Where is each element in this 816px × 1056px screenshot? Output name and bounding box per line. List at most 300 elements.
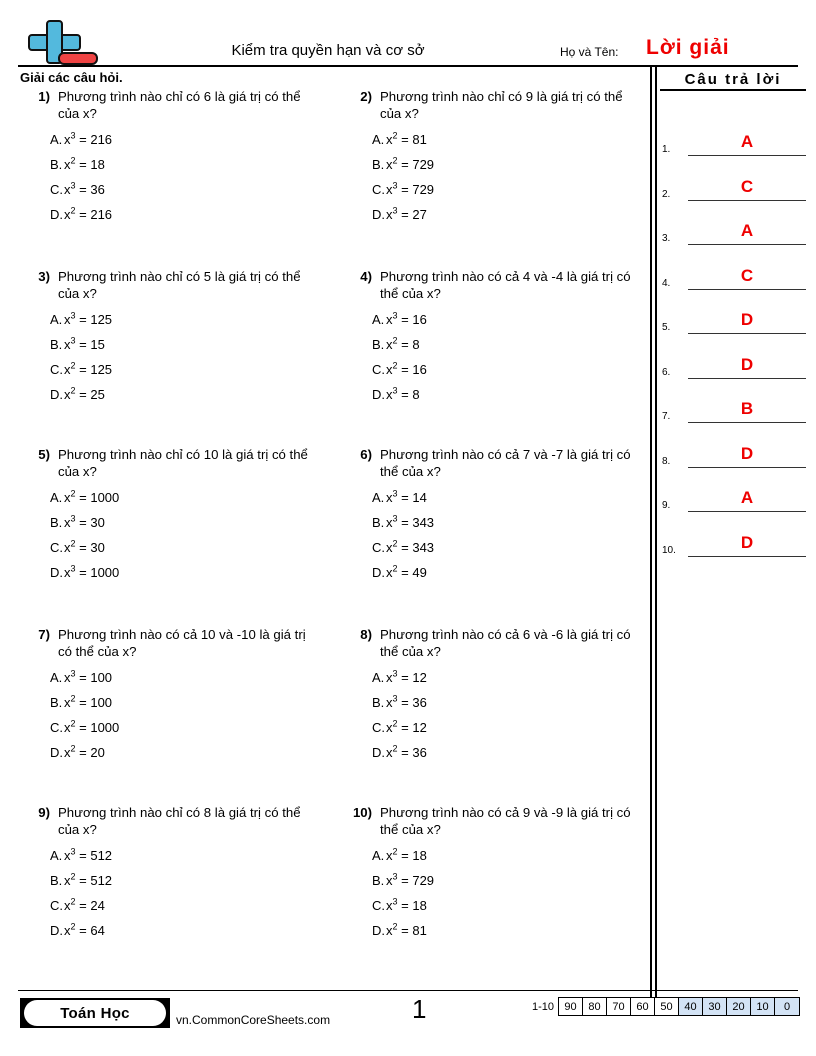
choice-variable: x bbox=[64, 207, 71, 222]
answer-choice[interactable] bbox=[20, 127, 322, 152]
answer-key-row[interactable] bbox=[660, 112, 806, 156]
choice-exponent: 3 bbox=[70, 310, 76, 321]
choice-label: B. bbox=[50, 695, 63, 710]
choice-label: D. bbox=[50, 565, 63, 580]
answer-choice[interactable] bbox=[342, 690, 644, 715]
choice-exponent: 2 bbox=[392, 718, 398, 729]
choice-exponent: 2 bbox=[70, 896, 76, 907]
score-box: 0 bbox=[775, 998, 799, 1015]
answer-choice[interactable] bbox=[20, 690, 322, 715]
answer-choice[interactable] bbox=[20, 332, 322, 357]
choice-equation: = 125 bbox=[79, 362, 113, 377]
choice-equation: = 15 bbox=[79, 337, 105, 352]
choice-equation: = 1000 bbox=[79, 490, 120, 505]
choice-label: D. bbox=[372, 745, 385, 760]
choice-equation: = 18 bbox=[79, 157, 105, 172]
choice-label: B. bbox=[50, 515, 63, 530]
question-number: 7) bbox=[38, 627, 50, 642]
answer-write-line bbox=[688, 556, 806, 557]
answer-row-value: C bbox=[740, 265, 754, 285]
choice-exponent: 3 bbox=[70, 668, 76, 679]
choice-label: A. bbox=[50, 670, 63, 685]
choice-exponent: 3 bbox=[70, 846, 76, 857]
choice-exponent: 3 bbox=[392, 180, 398, 191]
answer-key-row[interactable] bbox=[660, 246, 806, 290]
choice-label: A. bbox=[50, 490, 63, 505]
choice-label: A. bbox=[372, 312, 385, 327]
choice-label: C. bbox=[50, 182, 63, 197]
choice-equation: = 18 bbox=[401, 848, 427, 863]
choice-label: B. bbox=[372, 337, 385, 352]
question-text: Phương trình nào có cả 10 và -10 là giá trị có thể của x? bbox=[58, 627, 306, 659]
question-block bbox=[20, 446, 322, 585]
answer-row-value: D bbox=[740, 354, 754, 374]
choice-exponent: 2 bbox=[70, 718, 76, 729]
choice-equation: = 25 bbox=[79, 387, 105, 402]
choice-exponent: 2 bbox=[392, 563, 398, 574]
choice-equation: = 14 bbox=[401, 490, 427, 505]
answer-key-row[interactable] bbox=[660, 424, 806, 468]
choices-list bbox=[342, 665, 644, 765]
question-block bbox=[20, 804, 322, 943]
choice-label: D. bbox=[50, 923, 63, 938]
choice-variable: x bbox=[386, 387, 393, 402]
choices-list bbox=[20, 127, 322, 227]
choice-equation: = 8 bbox=[401, 387, 420, 402]
choices-list bbox=[20, 307, 322, 407]
answer-choice[interactable] bbox=[20, 382, 322, 407]
answer-choice[interactable] bbox=[342, 357, 644, 382]
choice-equation: = 36 bbox=[401, 695, 427, 710]
answer-row-number: 8. bbox=[662, 455, 671, 467]
choice-variable: x bbox=[386, 312, 393, 327]
score-box: 80 bbox=[583, 998, 607, 1015]
score-box: 90 bbox=[559, 998, 583, 1015]
choice-exponent: 3 bbox=[392, 310, 398, 321]
page-title: Kiểm tra quyền hạn và cơ sở bbox=[231, 42, 425, 59]
choice-variable: x bbox=[64, 898, 71, 913]
header-divider bbox=[18, 65, 798, 67]
choice-equation: = 16 bbox=[401, 362, 427, 377]
choice-variable: x bbox=[386, 695, 393, 710]
score-box: 60 bbox=[631, 998, 655, 1015]
answer-choice[interactable] bbox=[342, 202, 644, 227]
choice-label: C. bbox=[372, 182, 385, 197]
choice-variable: x bbox=[386, 362, 393, 377]
choices-list bbox=[20, 665, 322, 765]
student-name-label: Họ và Tên: bbox=[560, 45, 619, 59]
choice-equation: = 729 bbox=[401, 157, 435, 172]
choice-variable: x bbox=[64, 873, 71, 888]
choice-label: D. bbox=[372, 387, 385, 402]
choice-exponent: 3 bbox=[70, 335, 76, 346]
choice-variable: x bbox=[64, 695, 71, 710]
choice-equation: = 27 bbox=[401, 207, 427, 222]
answer-row-value: D bbox=[740, 443, 754, 463]
question-block bbox=[342, 804, 644, 943]
choice-variable: x bbox=[386, 898, 393, 913]
choice-equation: = 343 bbox=[401, 540, 435, 555]
question-prompt-row bbox=[20, 268, 322, 302]
choice-label: C. bbox=[372, 898, 385, 913]
choice-label: A. bbox=[372, 670, 385, 685]
answer-row-number: 4. bbox=[662, 277, 671, 289]
answer-choice[interactable] bbox=[20, 665, 322, 690]
answer-choice[interactable] bbox=[20, 485, 322, 510]
answer-row-number: 10. bbox=[662, 544, 676, 556]
answer-key-heading: Câu trả lời bbox=[660, 71, 806, 91]
answer-choice[interactable] bbox=[20, 152, 322, 177]
choice-label: B. bbox=[50, 337, 63, 352]
choice-label: D. bbox=[372, 207, 385, 222]
choice-variable: x bbox=[64, 720, 71, 735]
answer-key-row[interactable] bbox=[660, 379, 806, 423]
choice-variable: x bbox=[386, 848, 393, 863]
choice-exponent: 3 bbox=[392, 488, 398, 499]
choice-exponent: 2 bbox=[392, 846, 398, 857]
answer-key-panel bbox=[660, 68, 810, 588]
choice-variable: x bbox=[64, 362, 71, 377]
choice-label: D. bbox=[50, 207, 63, 222]
answer-choice[interactable] bbox=[20, 510, 322, 535]
choice-label: C. bbox=[372, 720, 385, 735]
question-prompt-row bbox=[342, 268, 644, 302]
question-block bbox=[20, 88, 322, 227]
answer-choice[interactable] bbox=[342, 332, 644, 357]
choice-label: C. bbox=[50, 720, 63, 735]
choice-exponent: 2 bbox=[70, 743, 76, 754]
choice-exponent: 2 bbox=[70, 360, 76, 371]
answer-choice[interactable] bbox=[342, 868, 644, 893]
question-block bbox=[20, 268, 322, 407]
choice-exponent: 2 bbox=[392, 130, 398, 141]
answer-key-row[interactable] bbox=[660, 290, 806, 334]
choice-equation: = 18 bbox=[401, 898, 427, 913]
choice-equation: = 12 bbox=[401, 720, 427, 735]
choices-list bbox=[20, 485, 322, 585]
answer-choice[interactable] bbox=[342, 918, 644, 943]
instruction-text: Giải các câu hỏi. bbox=[20, 70, 123, 85]
score-box: 20 bbox=[727, 998, 751, 1015]
choice-exponent: 2 bbox=[392, 743, 398, 754]
choice-equation: = 64 bbox=[79, 923, 105, 938]
choice-equation: = 100 bbox=[79, 695, 113, 710]
choice-exponent: 3 bbox=[392, 871, 398, 882]
choice-equation: = 12 bbox=[401, 670, 427, 685]
choice-label: A. bbox=[372, 132, 385, 147]
answer-row-value: A bbox=[740, 221, 754, 240]
answer-choice[interactable] bbox=[342, 715, 644, 740]
choice-label: A. bbox=[372, 490, 385, 505]
question-number: 8) bbox=[360, 627, 372, 642]
choice-label: C. bbox=[50, 362, 63, 377]
choice-variable: x bbox=[386, 720, 393, 735]
choice-variable: x bbox=[386, 207, 393, 222]
choice-exponent: 3 bbox=[392, 693, 398, 704]
choice-variable: x bbox=[386, 565, 393, 580]
choice-variable: x bbox=[386, 337, 393, 352]
answer-row-number: 2. bbox=[662, 188, 671, 200]
answer-row-number: 9. bbox=[662, 500, 671, 511]
choice-exponent: 2 bbox=[70, 488, 76, 499]
answer-choice[interactable] bbox=[342, 307, 644, 332]
choice-exponent: 2 bbox=[70, 871, 76, 882]
choice-equation: = 100 bbox=[79, 670, 113, 685]
answer-row-value: A bbox=[740, 488, 754, 507]
question-number: 2) bbox=[360, 89, 372, 104]
answer-choice[interactable] bbox=[342, 177, 644, 202]
choice-label: C. bbox=[50, 898, 63, 913]
choice-exponent: 3 bbox=[392, 205, 398, 216]
brand-name: Toán Học bbox=[24, 1000, 166, 1026]
answer-row-number: 7. bbox=[662, 411, 671, 422]
score-box: 10 bbox=[751, 998, 775, 1015]
answer-row-value: D bbox=[740, 310, 754, 329]
choices-list bbox=[342, 485, 644, 585]
choice-label: A. bbox=[372, 848, 385, 863]
score-box: 70 bbox=[607, 998, 631, 1015]
answer-choice[interactable] bbox=[342, 535, 644, 560]
choice-equation: = 20 bbox=[79, 745, 105, 760]
choice-exponent: 2 bbox=[392, 921, 398, 932]
choice-exponent: 3 bbox=[70, 513, 76, 524]
choice-equation: = 1000 bbox=[79, 565, 120, 580]
answer-choice[interactable] bbox=[342, 560, 644, 585]
question-number: 10) bbox=[352, 805, 372, 820]
question-text: Phương trình nào có cả 4 và -4 là giá trị có thể của x? bbox=[380, 269, 631, 301]
answer-choice[interactable] bbox=[342, 382, 644, 407]
choice-equation: = 30 bbox=[79, 515, 105, 530]
choice-equation: = 16 bbox=[401, 312, 427, 327]
choice-variable: x bbox=[64, 745, 71, 760]
brand-badge bbox=[20, 998, 170, 1028]
answer-key-row[interactable] bbox=[660, 468, 806, 512]
choice-variable: x bbox=[386, 745, 393, 760]
choice-variable: x bbox=[386, 157, 393, 172]
choice-exponent: 3 bbox=[70, 130, 76, 141]
choice-equation: = 216 bbox=[79, 132, 113, 147]
choice-variable: x bbox=[64, 157, 71, 172]
choice-variable: x bbox=[64, 337, 71, 352]
choice-label: C. bbox=[372, 540, 385, 555]
question-number: 4) bbox=[360, 269, 372, 284]
question-block bbox=[342, 626, 644, 765]
question-prompt-row bbox=[20, 88, 322, 122]
choice-equation: = 49 bbox=[401, 565, 427, 580]
answer-choice[interactable] bbox=[342, 127, 644, 152]
question-text: Phương trình nào có cả 6 và -6 là giá trị có thể của x? bbox=[380, 627, 631, 659]
choice-label: B. bbox=[372, 695, 385, 710]
footer-divider bbox=[18, 990, 798, 991]
choice-variable: x bbox=[64, 923, 71, 938]
choice-label: D. bbox=[50, 745, 63, 760]
answer-choice[interactable] bbox=[20, 357, 322, 382]
choice-equation: = 1000 bbox=[79, 720, 120, 735]
score-boxes bbox=[558, 997, 800, 1016]
question-block bbox=[342, 268, 644, 407]
choice-label: B. bbox=[372, 157, 385, 172]
choice-label: B. bbox=[372, 873, 385, 888]
site-url: vn.CommonCoreSheets.com bbox=[176, 1013, 331, 1027]
answer-choice[interactable] bbox=[342, 485, 644, 510]
choice-exponent: 2 bbox=[70, 205, 76, 216]
question-number: 6) bbox=[360, 447, 372, 462]
answer-row-number: 6. bbox=[662, 366, 671, 378]
question-number: 1) bbox=[38, 89, 50, 104]
question-number: 5) bbox=[38, 447, 50, 462]
answer-choice[interactable] bbox=[20, 535, 322, 560]
choice-variable: x bbox=[64, 670, 71, 685]
question-block bbox=[342, 88, 644, 227]
choice-exponent: 3 bbox=[70, 180, 76, 191]
answer-row-value: A bbox=[740, 132, 754, 151]
answer-row-value: C bbox=[740, 176, 754, 196]
question-prompt-row bbox=[342, 626, 644, 660]
choice-exponent: 2 bbox=[392, 335, 398, 346]
score-box: 30 bbox=[703, 998, 727, 1015]
question-prompt-row bbox=[342, 446, 644, 480]
answer-choice[interactable] bbox=[20, 202, 322, 227]
choice-variable: x bbox=[386, 923, 393, 938]
question-prompt-row bbox=[342, 88, 644, 122]
question-prompt-row bbox=[20, 804, 322, 838]
choice-variable: x bbox=[386, 515, 393, 530]
choice-exponent: 3 bbox=[392, 896, 398, 907]
question-text: Phương trình nào chỉ có 10 là giá trị có thể của x? bbox=[58, 447, 308, 479]
choice-exponent: 2 bbox=[392, 155, 398, 166]
choice-variable: x bbox=[64, 312, 71, 327]
choice-label: B. bbox=[372, 515, 385, 530]
choice-variable: x bbox=[386, 490, 393, 505]
choice-exponent: 3 bbox=[392, 668, 398, 679]
choice-variable: x bbox=[64, 540, 71, 555]
question-number: 3) bbox=[38, 269, 50, 284]
choice-equation: = 125 bbox=[79, 312, 113, 327]
choice-exponent: 2 bbox=[70, 385, 76, 396]
question-prompt-row bbox=[20, 626, 322, 660]
question-block bbox=[20, 626, 322, 765]
choice-label: C. bbox=[372, 362, 385, 377]
student-name-value: Lời giải bbox=[646, 36, 730, 59]
answer-choice[interactable] bbox=[20, 560, 322, 585]
score-box: 50 bbox=[655, 998, 679, 1015]
answer-choice[interactable] bbox=[342, 893, 644, 918]
choice-label: D. bbox=[50, 387, 63, 402]
answer-choice[interactable] bbox=[20, 715, 322, 740]
choice-variable: x bbox=[64, 132, 71, 147]
choices-list bbox=[342, 127, 644, 227]
choice-exponent: 2 bbox=[70, 538, 76, 549]
choice-variable: x bbox=[64, 515, 71, 530]
answer-choice[interactable] bbox=[20, 307, 322, 332]
choice-variable: x bbox=[64, 182, 71, 197]
choice-label: B. bbox=[50, 873, 63, 888]
choice-variable: x bbox=[64, 490, 71, 505]
choice-exponent: 2 bbox=[70, 921, 76, 932]
choice-equation: = 30 bbox=[79, 540, 105, 555]
answer-choice[interactable] bbox=[20, 868, 322, 893]
choice-exponent: 2 bbox=[392, 538, 398, 549]
answer-choice[interactable] bbox=[20, 843, 322, 868]
answer-row-value: D bbox=[740, 532, 754, 552]
answer-key-row[interactable] bbox=[660, 513, 806, 557]
question-text: Phương trình nào chỉ có 8 là giá trị có thể của x? bbox=[58, 805, 301, 837]
choice-label: A. bbox=[50, 132, 63, 147]
answer-key-row[interactable] bbox=[660, 201, 806, 245]
answer-key-row[interactable] bbox=[660, 335, 806, 379]
choice-equation: = 216 bbox=[79, 207, 113, 222]
answer-choice[interactable] bbox=[20, 740, 322, 765]
choice-equation: = 81 bbox=[401, 132, 427, 147]
answer-key-row[interactable] bbox=[660, 157, 806, 201]
choice-variable: x bbox=[386, 132, 393, 147]
question-number: 9) bbox=[38, 805, 50, 820]
choice-exponent: 3 bbox=[392, 385, 398, 396]
column-divider-right bbox=[655, 66, 657, 1006]
choice-label: B. bbox=[50, 157, 63, 172]
choice-variable: x bbox=[386, 182, 393, 197]
choice-equation: = 512 bbox=[79, 873, 113, 888]
choice-variable: x bbox=[386, 873, 393, 888]
answer-choice[interactable] bbox=[20, 918, 322, 943]
answer-row-value: B bbox=[740, 399, 754, 418]
question-prompt-row bbox=[20, 446, 322, 480]
answer-choice[interactable] bbox=[342, 843, 644, 868]
choices-list bbox=[342, 307, 644, 407]
score-box: 40 bbox=[679, 998, 703, 1015]
answer-choice[interactable] bbox=[342, 152, 644, 177]
question-text: Phương trình nào có cả 7 và -7 là giá trị có thể của x? bbox=[380, 447, 631, 479]
choice-exponent: 3 bbox=[70, 563, 76, 574]
choice-variable: x bbox=[386, 540, 393, 555]
choice-equation: = 36 bbox=[401, 745, 427, 760]
choice-exponent: 2 bbox=[70, 155, 76, 166]
choice-equation: = 24 bbox=[79, 898, 105, 913]
choice-label: A. bbox=[50, 848, 63, 863]
choice-variable: x bbox=[64, 848, 71, 863]
page-number: 1 bbox=[412, 994, 427, 1024]
score-range-label: 1-10 bbox=[532, 1000, 555, 1013]
question-text: Phương trình nào chỉ có 9 là giá trị có thể của x? bbox=[380, 89, 623, 121]
choice-label: A. bbox=[50, 312, 63, 327]
choice-equation: = 81 bbox=[401, 923, 427, 938]
answer-choice[interactable] bbox=[342, 740, 644, 765]
choice-label: D. bbox=[372, 565, 385, 580]
choices-list bbox=[20, 843, 322, 943]
worksheet-header bbox=[0, 0, 816, 68]
answer-choice[interactable] bbox=[342, 510, 644, 535]
question-prompt-row bbox=[342, 804, 644, 838]
choice-label: C. bbox=[50, 540, 63, 555]
choice-equation: = 729 bbox=[401, 873, 435, 888]
choice-label: D. bbox=[372, 923, 385, 938]
score-scale bbox=[532, 997, 800, 1016]
answer-row-number: 1. bbox=[662, 144, 671, 155]
choice-exponent: 3 bbox=[392, 513, 398, 524]
question-text: Phương trình nào chỉ có 5 là giá trị có thể của x? bbox=[58, 269, 301, 301]
answer-choice[interactable] bbox=[20, 893, 322, 918]
answer-choice[interactable] bbox=[20, 177, 322, 202]
choices-list bbox=[342, 843, 644, 943]
choice-equation: = 343 bbox=[401, 515, 435, 530]
answer-row-number: 3. bbox=[662, 233, 671, 244]
question-block bbox=[342, 446, 644, 585]
answer-choice[interactable] bbox=[342, 665, 644, 690]
choice-exponent: 2 bbox=[70, 693, 76, 704]
choice-variable: x bbox=[64, 387, 71, 402]
column-divider-left bbox=[650, 66, 652, 1006]
question-text: Phương trình nào chỉ có 6 là giá trị có thể của x? bbox=[58, 89, 301, 121]
